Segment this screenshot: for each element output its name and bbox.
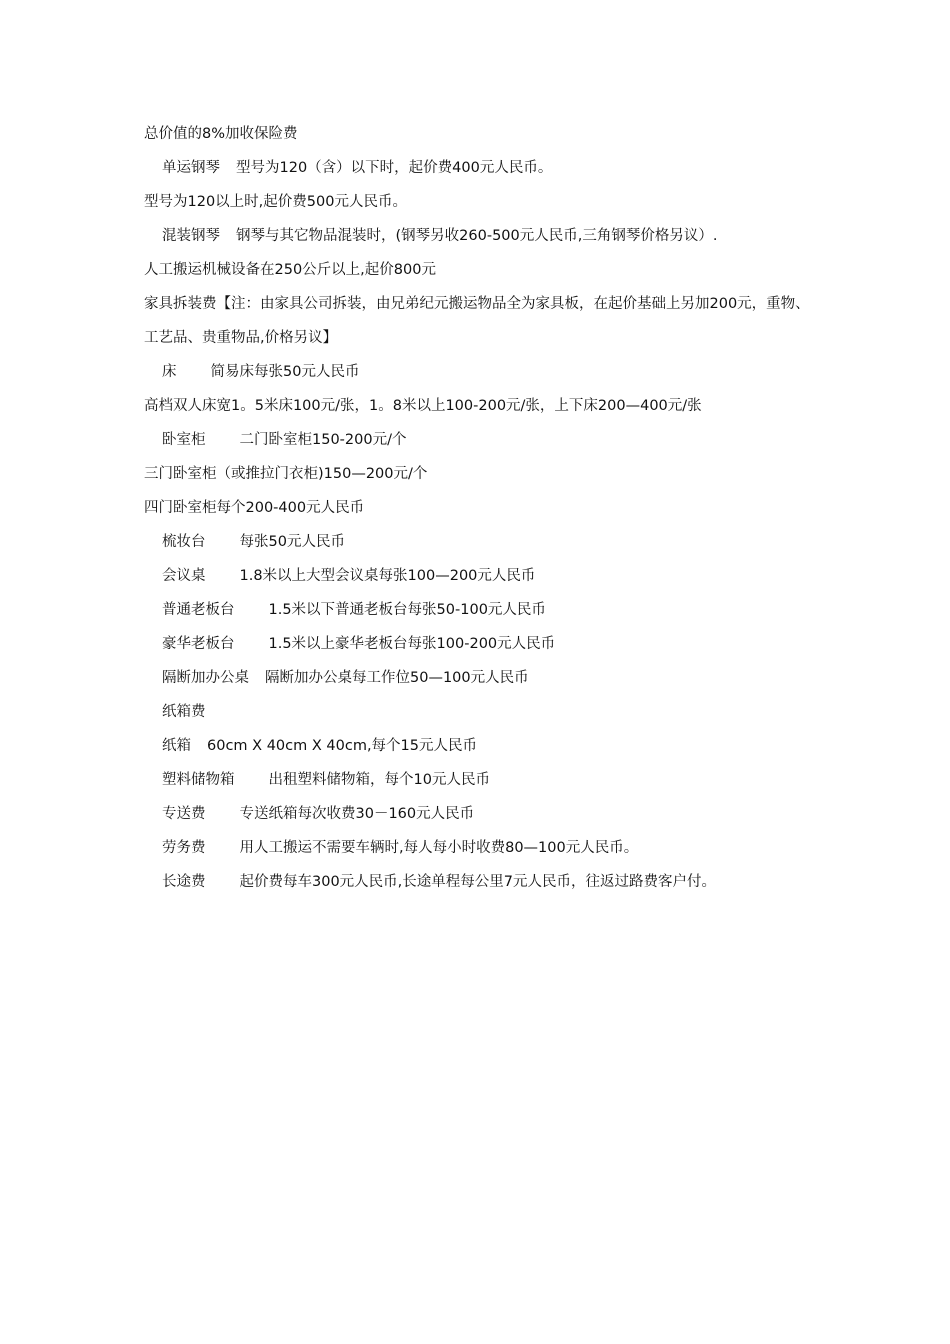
text-line [144, 287, 824, 355]
item-desc: 高档双人床宽1。5米床100元/张，1。8米以上100-200元/张，上下床200—400元/张 [144, 398, 702, 414]
item-label: 混装钢琴 [162, 228, 220, 244]
item-desc: 每张50元人民币 [239, 534, 345, 550]
text-line [144, 498, 824, 518]
item-label: 隔断加办公桌 [162, 670, 249, 686]
text-line [144, 838, 824, 858]
item-label: 塑料储物箱 [162, 772, 235, 788]
item-label: 会议桌 [162, 568, 206, 584]
item-label: 单运钢琴 [162, 160, 220, 176]
item-desc: 型号为120以上时,起价费500元人民币。 [144, 194, 407, 210]
item-label: 普通老板台 [162, 602, 235, 618]
text-line [144, 702, 824, 722]
item-label: 劳务费 [162, 840, 206, 856]
text-line [144, 872, 824, 892]
item-label: 专送费 [162, 806, 206, 822]
text-line [144, 634, 824, 654]
text-line [144, 600, 824, 620]
item-desc: 钢琴与其它物品混装时，(钢琴另收260-500元人民币,三角钢琴价格另议）. [236, 228, 718, 244]
text-line [144, 192, 824, 212]
item-desc: 用人工搬运不需要车辆时,每人每小时收费80—100元人民币。 [239, 840, 639, 856]
item-desc: 1.5米以下普通老板台每张50-100元人民币 [268, 602, 546, 618]
text-line [144, 804, 824, 824]
text-line [144, 260, 824, 280]
item-label: 豪华老板台 [162, 636, 235, 652]
item-desc: 1.5米以上豪华老板台每张100-200元人民币 [268, 636, 556, 652]
item-desc: 起价费每车300元人民币,长途单程每公里7元人民币，往返过路费客户付。 [239, 874, 717, 890]
text-line [144, 396, 824, 416]
item-label: 长途费 [162, 874, 206, 890]
text-line [144, 464, 824, 484]
item-desc: 三门卧室柜（或推拉门衣柜)150—200元/个 [144, 466, 428, 482]
item-desc: 隔断加办公桌每工作位50—100元人民币 [265, 670, 529, 686]
text-line [144, 668, 824, 688]
item-desc: 简易床每张50元人民币 [210, 364, 360, 380]
text-line [144, 566, 824, 586]
text-line [144, 430, 824, 450]
item-desc: 出租塑料储物箱，每个10元人民币 [268, 772, 490, 788]
item-label: 纸箱费 [162, 704, 206, 720]
document-body [144, 124, 824, 906]
item-desc: 型号为120（含）以下时，起价费400元人民币。 [236, 160, 553, 176]
text-line [144, 124, 824, 144]
item-label: 梳妆台 [162, 534, 206, 550]
item-desc: 四门卧室柜每个200-400元人民币 [144, 500, 365, 516]
item-desc: 60cm X 40cm X 40cm,每个15元人民币 [207, 738, 478, 754]
text-line [144, 158, 824, 178]
item-desc: 人工搬运机械设备在250公斤以上,起价800元 [144, 262, 436, 278]
item-label: 床 [162, 364, 177, 380]
item-label: 卧室柜 [162, 432, 206, 448]
furniture-assembly-note: 家具拆装费【注：由家具公司拆装，由兄弟纪元搬运物品全为家具板，在起价基础上另加200元，重物、工艺品、贵重物品,价格另议】 [144, 296, 810, 346]
item-desc: 二门卧室柜150-200元/个 [239, 432, 407, 448]
text-line [144, 226, 824, 246]
item-desc: 1.8米以上大型会议桌每张100—200元人民币 [239, 568, 536, 584]
text-line [144, 736, 824, 756]
text-line [144, 532, 824, 552]
item-desc: 专送纸箱每次收费30－160元人民币 [239, 806, 475, 822]
item-label: 纸箱 [162, 738, 191, 754]
text-line [144, 362, 824, 382]
insurance-fee-text: 总价值的8%加收保险费 [144, 126, 298, 142]
text-line [144, 770, 824, 790]
